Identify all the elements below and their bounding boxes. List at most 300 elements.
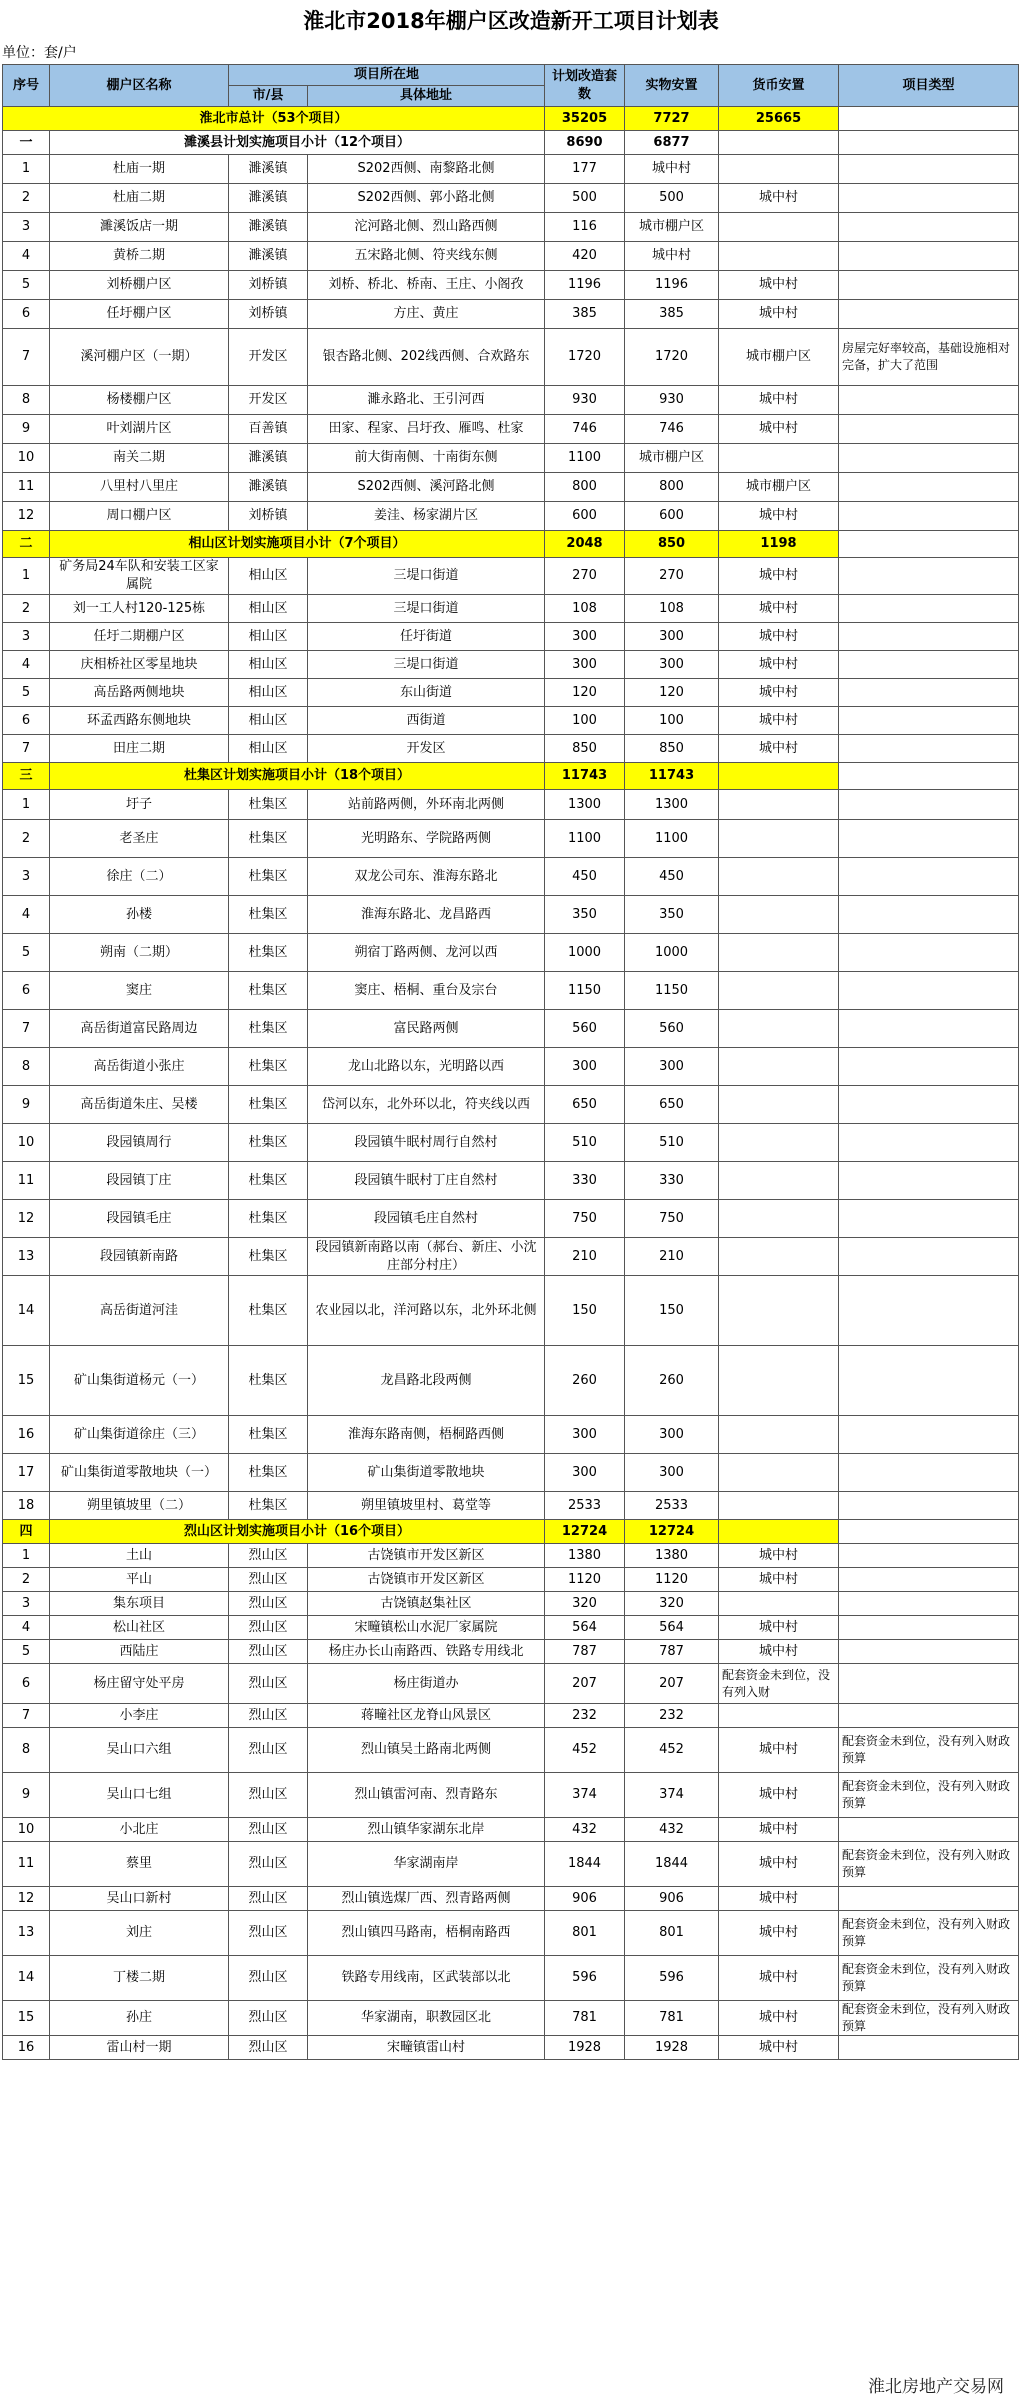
header-type: 项目类型 (839, 65, 1019, 107)
row-seq: 7 (3, 1010, 50, 1048)
row-money: 城中村 (719, 1616, 839, 1640)
row-plan: 207 (545, 1664, 625, 1704)
row-type: 配套资金未到位，没有列入财政预算 (839, 1956, 1019, 2001)
row-money (719, 820, 839, 858)
row-county: 相山区 (229, 735, 308, 763)
row-county: 烈山区 (229, 1544, 308, 1568)
row-seq: 13 (3, 1911, 50, 1956)
row-name: 杨庄留守处平房 (50, 1664, 229, 1704)
row-seq: 15 (3, 2001, 50, 2036)
row-type (839, 820, 1019, 858)
row-address: 方庄、黄庄 (308, 300, 545, 329)
row-physical: 746 (625, 415, 719, 444)
row-money (719, 858, 839, 896)
table-row (3, 972, 1019, 1010)
row-seq: 4 (3, 896, 50, 934)
row-county: 杜集区 (229, 972, 308, 1010)
row-plan: 1150 (545, 972, 625, 1010)
row-name: 濉溪饭店一期 (50, 213, 229, 242)
table-row (3, 623, 1019, 651)
row-plan: 2533 (545, 1492, 625, 1520)
section-row (3, 1520, 1019, 1544)
row-money (719, 444, 839, 473)
row-plan: 150 (545, 1276, 625, 1346)
row-plan: 260 (545, 1346, 625, 1416)
row-name: 高岳街道富民路周边 (50, 1010, 229, 1048)
row-money: 配套资金未到位，没有列入财 (719, 1664, 839, 1704)
row-seq: 15 (3, 1346, 50, 1416)
row-physical: 1380 (625, 1544, 719, 1568)
row-physical: 城市棚户区 (625, 213, 719, 242)
row-plan: 781 (545, 2001, 625, 2036)
row-seq: 10 (3, 1124, 50, 1162)
table-row (3, 735, 1019, 763)
section-plan: 2048 (545, 531, 625, 558)
section-physical: 6877 (625, 131, 719, 155)
row-name: 集东项目 (50, 1592, 229, 1616)
row-plan: 320 (545, 1592, 625, 1616)
table-row (3, 1238, 1019, 1276)
row-type (839, 300, 1019, 329)
row-plan: 300 (545, 1454, 625, 1492)
row-county: 烈山区 (229, 1616, 308, 1640)
row-seq: 7 (3, 1704, 50, 1728)
row-type (839, 1640, 1019, 1664)
row-physical: 650 (625, 1086, 719, 1124)
row-county: 杜集区 (229, 1238, 308, 1276)
row-physical: 2533 (625, 1492, 719, 1520)
row-money: 城中村 (719, 1842, 839, 1887)
row-plan: 450 (545, 858, 625, 896)
project-table (2, 64, 1019, 2060)
table-row (3, 1616, 1019, 1640)
row-physical: 1000 (625, 934, 719, 972)
row-money: 城中村 (719, 595, 839, 623)
row-type (839, 1616, 1019, 1640)
row-type (839, 155, 1019, 184)
row-address: 烈山镇四马路南，梧桐南路西 (308, 1911, 545, 1956)
row-money: 城中村 (719, 1568, 839, 1592)
row-type: 配套资金未到位，没有列入财政预算 (839, 1728, 1019, 1773)
row-name: 高岳街道小张庄 (50, 1048, 229, 1086)
row-address: 蒋疃社区龙脊山风景区 (308, 1704, 545, 1728)
row-physical: 500 (625, 184, 719, 213)
row-money (719, 896, 839, 934)
row-address: 段园镇毛庄自然村 (308, 1200, 545, 1238)
row-name: 段园镇新南路 (50, 1238, 229, 1276)
row-type: 配套资金未到位，没有列入财政预算 (839, 1911, 1019, 1956)
row-money: 城中村 (719, 415, 839, 444)
row-seq: 1 (3, 558, 50, 595)
row-seq: 1 (3, 790, 50, 820)
row-county: 杜集区 (229, 1454, 308, 1492)
table-row (3, 300, 1019, 329)
row-county: 相山区 (229, 707, 308, 735)
row-physical: 城中村 (625, 242, 719, 271)
row-name: 八里村八里庄 (50, 473, 229, 502)
table-row (3, 1416, 1019, 1454)
row-seq: 9 (3, 1086, 50, 1124)
row-address: 杨庄街道办 (308, 1664, 545, 1704)
row-county: 杜集区 (229, 934, 308, 972)
row-name: 孙庄 (50, 2001, 229, 2036)
table-row (3, 790, 1019, 820)
section-label: 烈山区计划实施项目小计（16个项目） (50, 1520, 545, 1544)
row-money: 城中村 (719, 502, 839, 531)
row-type (839, 934, 1019, 972)
row-address: 古饶镇市开发区新区 (308, 1544, 545, 1568)
row-name: 丁楼二期 (50, 1956, 229, 2001)
row-name: 杜庙二期 (50, 184, 229, 213)
row-type (839, 1664, 1019, 1704)
row-physical: 150 (625, 1276, 719, 1346)
row-plan: 500 (545, 184, 625, 213)
table-row (3, 242, 1019, 271)
row-county: 杜集区 (229, 1276, 308, 1346)
section-row (3, 531, 1019, 558)
row-name: 矿务局24车队和安装工区家属院 (50, 558, 229, 595)
row-money: 城中村 (719, 184, 839, 213)
row-money (719, 1704, 839, 1728)
row-money (719, 1162, 839, 1200)
row-plan: 1100 (545, 444, 625, 473)
section-seq: 三 (3, 763, 50, 790)
row-plan: 801 (545, 1911, 625, 1956)
row-physical: 300 (625, 623, 719, 651)
row-seq: 14 (3, 1276, 50, 1346)
row-physical: 750 (625, 1200, 719, 1238)
row-money: 城中村 (719, 1887, 839, 1911)
row-address: 西街道 (308, 707, 545, 735)
row-seq: 6 (3, 300, 50, 329)
row-county: 杜集区 (229, 1200, 308, 1238)
row-type (839, 896, 1019, 934)
row-type (839, 1238, 1019, 1276)
row-name: 雷山村一期 (50, 2036, 229, 2060)
row-physical: 385 (625, 300, 719, 329)
section-physical: 12724 (625, 1520, 719, 1544)
row-plan: 232 (545, 1704, 625, 1728)
row-type (839, 1200, 1019, 1238)
row-type: 房屋完好率较高，基础设施相对完备，扩大了范围 (839, 329, 1019, 386)
row-plan: 1380 (545, 1544, 625, 1568)
row-money: 城中村 (719, 1544, 839, 1568)
table-row (3, 184, 1019, 213)
row-type (839, 858, 1019, 896)
row-seq: 17 (3, 1454, 50, 1492)
row-money: 城中村 (719, 1728, 839, 1773)
row-plan: 350 (545, 896, 625, 934)
row-physical: 232 (625, 1704, 719, 1728)
section-row (3, 131, 1019, 155)
row-physical: 452 (625, 1728, 719, 1773)
row-money (719, 972, 839, 1010)
row-name: 高岳街道河洼 (50, 1276, 229, 1346)
row-seq: 5 (3, 679, 50, 707)
table-row (3, 1010, 1019, 1048)
row-money: 城中村 (719, 2036, 839, 2060)
row-name: 小李庄 (50, 1704, 229, 1728)
header-name: 棚户区名称 (50, 65, 229, 107)
row-type (839, 1416, 1019, 1454)
row-plan: 300 (545, 1048, 625, 1086)
row-type (839, 707, 1019, 735)
row-seq: 8 (3, 1728, 50, 1773)
row-type (839, 1048, 1019, 1086)
row-address: 朔里镇坡里村、葛堂等 (308, 1492, 545, 1520)
row-type (839, 444, 1019, 473)
row-seq: 9 (3, 1773, 50, 1818)
row-seq: 12 (3, 1200, 50, 1238)
row-seq: 8 (3, 1048, 50, 1086)
row-type (839, 972, 1019, 1010)
header-address: 具体地址 (308, 86, 545, 107)
row-money (719, 1086, 839, 1124)
section-physical: 850 (625, 531, 719, 558)
table-row (3, 386, 1019, 415)
table-row (3, 1664, 1019, 1704)
row-county: 烈山区 (229, 1704, 308, 1728)
row-plan: 300 (545, 623, 625, 651)
row-plan: 1196 (545, 271, 625, 300)
row-money (719, 1238, 839, 1276)
row-name: 杨楼棚户区 (50, 386, 229, 415)
row-address: S202西侧、南黎路北侧 (308, 155, 545, 184)
row-type (839, 1544, 1019, 1568)
section-money: 1198 (719, 531, 839, 558)
row-physical: 781 (625, 2001, 719, 2036)
row-type: 配套资金未到位，没有列入财政预算 (839, 1842, 1019, 1887)
header-county: 市/县 (229, 86, 308, 107)
row-plan: 270 (545, 558, 625, 595)
row-county: 相山区 (229, 651, 308, 679)
row-name: 任圩棚户区 (50, 300, 229, 329)
row-county: 烈山区 (229, 1773, 308, 1818)
row-money: 城中村 (719, 1956, 839, 2001)
row-county: 烈山区 (229, 1728, 308, 1773)
section-seq: 四 (3, 1520, 50, 1544)
row-plan: 1300 (545, 790, 625, 820)
row-county: 濉溪镇 (229, 213, 308, 242)
row-county: 杜集区 (229, 896, 308, 934)
row-seq: 4 (3, 242, 50, 271)
row-plan: 420 (545, 242, 625, 271)
row-money: 城中村 (719, 2001, 839, 2036)
row-physical: 1720 (625, 329, 719, 386)
row-seq: 11 (3, 1842, 50, 1887)
table-row (3, 1773, 1019, 1818)
row-physical: 374 (625, 1773, 719, 1818)
row-address: 三堤口街道 (308, 558, 545, 595)
table-row (3, 679, 1019, 707)
row-plan: 210 (545, 1238, 625, 1276)
row-physical: 1928 (625, 2036, 719, 2060)
row-address: S202西侧、溪河路北侧 (308, 473, 545, 502)
row-type (839, 1454, 1019, 1492)
row-physical: 120 (625, 679, 719, 707)
row-county: 杜集区 (229, 1416, 308, 1454)
row-money (719, 1276, 839, 1346)
row-county: 刘桥镇 (229, 271, 308, 300)
row-physical: 450 (625, 858, 719, 896)
row-address: 窦庄、梧桐、重台及宗台 (308, 972, 545, 1010)
row-seq: 2 (3, 820, 50, 858)
header-plan: 计划改造套数 (545, 65, 625, 107)
row-type (839, 184, 1019, 213)
row-seq: 9 (3, 415, 50, 444)
row-physical: 100 (625, 707, 719, 735)
row-county: 杜集区 (229, 1010, 308, 1048)
row-address: 铁路专用线南，区武装部以北 (308, 1956, 545, 2001)
row-physical: 城市棚户区 (625, 444, 719, 473)
row-physical: 432 (625, 1818, 719, 1842)
section-physical: 11743 (625, 763, 719, 790)
row-address: 华家湖南，职教园区北 (308, 2001, 545, 2036)
row-physical: 330 (625, 1162, 719, 1200)
row-type (839, 790, 1019, 820)
row-plan: 1000 (545, 934, 625, 972)
row-name: 高岳路两侧地块 (50, 679, 229, 707)
row-address: 开发区 (308, 735, 545, 763)
row-money (719, 934, 839, 972)
row-seq: 2 (3, 595, 50, 623)
section-plan: 11743 (545, 763, 625, 790)
row-money: 城中村 (719, 1640, 839, 1664)
row-physical: 930 (625, 386, 719, 415)
row-money: 城中村 (719, 707, 839, 735)
row-name: 刘桥棚户区 (50, 271, 229, 300)
row-seq: 1 (3, 1544, 50, 1568)
row-address: 宋疃镇雷山村 (308, 2036, 545, 2060)
row-name: 矿山集街道零散地块（一） (50, 1454, 229, 1492)
row-type (839, 415, 1019, 444)
row-plan: 120 (545, 679, 625, 707)
row-address: 烈山镇雷河南、烈青路东 (308, 1773, 545, 1818)
section-plan: 12724 (545, 1520, 625, 1544)
row-plan: 906 (545, 1887, 625, 1911)
row-name: 段园镇周行 (50, 1124, 229, 1162)
row-county: 杜集区 (229, 1162, 308, 1200)
row-seq: 6 (3, 1664, 50, 1704)
row-money: 城中村 (719, 735, 839, 763)
table-row (3, 155, 1019, 184)
row-money: 城中村 (719, 651, 839, 679)
row-name: 圩子 (50, 790, 229, 820)
section-label: 濉溪县计划实施项目小计（12个项目） (50, 131, 545, 155)
row-physical: 108 (625, 595, 719, 623)
row-money (719, 1346, 839, 1416)
row-seq: 1 (3, 155, 50, 184)
row-plan: 108 (545, 595, 625, 623)
table-row (3, 502, 1019, 531)
row-plan: 787 (545, 1640, 625, 1664)
row-type (839, 623, 1019, 651)
table-row (3, 558, 1019, 595)
total-money: 25665 (719, 107, 839, 131)
table-row (3, 820, 1019, 858)
row-name: 孙楼 (50, 896, 229, 934)
row-plan: 750 (545, 1200, 625, 1238)
table-row (3, 1200, 1019, 1238)
row-address: 三堤口街道 (308, 651, 545, 679)
row-physical: 1196 (625, 271, 719, 300)
row-name: 吴山口新村 (50, 1887, 229, 1911)
row-seq: 6 (3, 972, 50, 1010)
row-name: 老圣庄 (50, 820, 229, 858)
row-money (719, 1200, 839, 1238)
row-seq: 3 (3, 623, 50, 651)
row-physical: 270 (625, 558, 719, 595)
row-address: 银杏路北侧、202线西侧、合欢路东 (308, 329, 545, 386)
row-name: 吴山口六组 (50, 1728, 229, 1773)
row-plan: 746 (545, 415, 625, 444)
row-address: 龙山北路以东，光明路以西 (308, 1048, 545, 1086)
table-row (3, 1276, 1019, 1346)
row-address: 烈山镇选煤厂西、烈青路两侧 (308, 1887, 545, 1911)
unit-label: 单位：套/户 (2, 45, 77, 61)
row-name: 任圩二期棚户区 (50, 623, 229, 651)
row-physical: 787 (625, 1640, 719, 1664)
row-physical: 207 (625, 1664, 719, 1704)
section-plan: 8690 (545, 131, 625, 155)
row-plan: 510 (545, 1124, 625, 1162)
row-name: 松山社区 (50, 1616, 229, 1640)
row-county: 烈山区 (229, 2001, 308, 2036)
table-row (3, 1544, 1019, 1568)
row-seq: 10 (3, 1818, 50, 1842)
row-type (839, 679, 1019, 707)
row-name: 黄桥二期 (50, 242, 229, 271)
row-county: 相山区 (229, 558, 308, 595)
row-money: 城中村 (719, 386, 839, 415)
row-county: 濉溪镇 (229, 473, 308, 502)
row-county: 相山区 (229, 623, 308, 651)
row-county: 烈山区 (229, 1640, 308, 1664)
row-address: 东山街道 (308, 679, 545, 707)
row-type (839, 1492, 1019, 1520)
row-money: 城中村 (719, 558, 839, 595)
section-row (3, 763, 1019, 790)
row-type (839, 213, 1019, 242)
row-name: 矿山集街道徐庄（三） (50, 1416, 229, 1454)
row-money: 城中村 (719, 300, 839, 329)
row-plan: 1100 (545, 820, 625, 858)
row-type (839, 1887, 1019, 1911)
table-row (3, 444, 1019, 473)
row-name: 矿山集街道杨元（一） (50, 1346, 229, 1416)
header-location: 项目所在地 (229, 65, 545, 86)
row-name: 溪河棚户区（一期） (50, 329, 229, 386)
row-money (719, 1592, 839, 1616)
table-row (3, 1454, 1019, 1492)
row-address: 淮海东路北、龙昌路西 (308, 896, 545, 934)
row-money (719, 1124, 839, 1162)
row-name: 环孟西路东侧地块 (50, 707, 229, 735)
row-seq: 5 (3, 1640, 50, 1664)
row-money (719, 1454, 839, 1492)
row-name: 朔南（二期） (50, 934, 229, 972)
row-address: 三堤口街道 (308, 595, 545, 623)
table-row (3, 1124, 1019, 1162)
table-row (3, 1346, 1019, 1416)
row-type: 配套资金未到位，没有列入财政预算 (839, 2001, 1019, 2036)
total-label: 淮北市总计（53个项目） (3, 107, 545, 131)
row-county: 烈山区 (229, 2036, 308, 2060)
row-seq: 12 (3, 502, 50, 531)
table-row (3, 271, 1019, 300)
row-physical: 320 (625, 1592, 719, 1616)
row-physical: 1300 (625, 790, 719, 820)
